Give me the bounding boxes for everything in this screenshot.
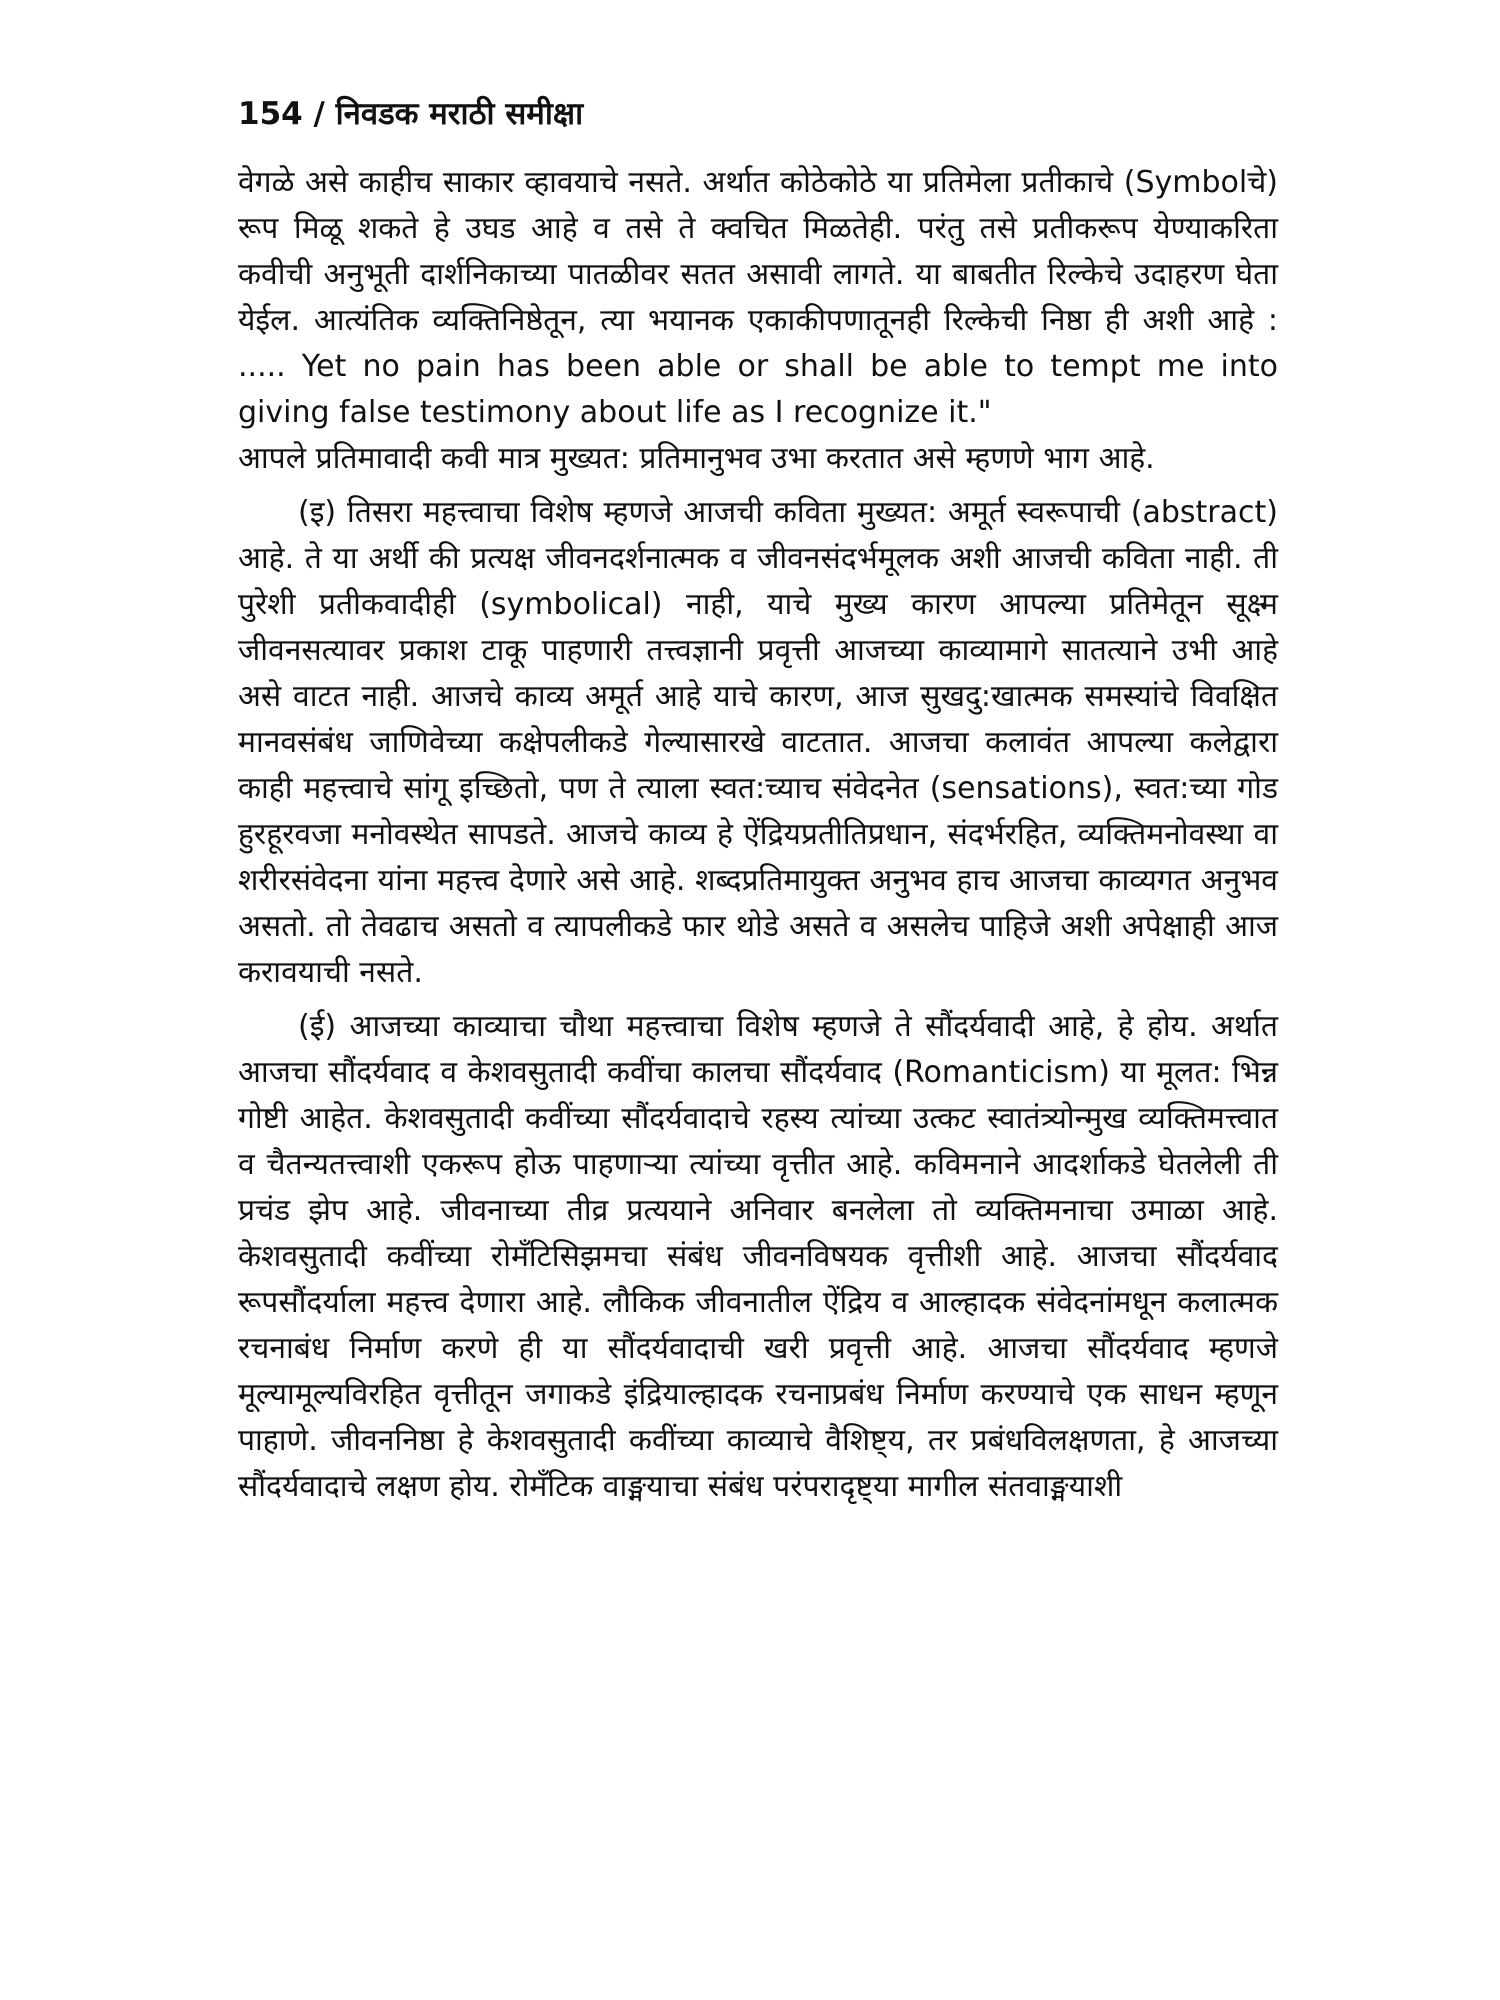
paragraph-aestheticism: (ई) आजच्या काव्याचा चौथा महत्त्वाचा विशेष म्हणजे ते सौंदर्यवादी आहे, हे होय. अर्थात आजचा सौंदर्यवाद व केशवसुतादी कवींचा कालचा सौंदर्यवाद (Romanticism) या मूलत: भिन्न गोष्टी आहेत. केशवसुतादी कवींच्या सौंदर्यवादाचे रहस्य त्यांच्या उत्कट स्वातंत्र्योन्मुख व्यक्तिमत्त्वात व चैतन्यतत्त्वाशी एकरूप होऊ पाहणाऱ्या त्यांच्या वृत्तीत आहे. कविमनाने आदर्शाकडे घेतलेली ती प्रचंड झेप आहे. जीवनाच्या तीव्र प्रत्ययाने अनिवार बनलेला तो व्यक्तिमनाचा उमाळा आहे. केशवसुतादी कवींच्या रोमँटिसिझमचा संबंध जीवनविषयक वृत्तीशी आहे. आजचा सौंदर्यवाद रूपसौंदर्याला महत्त्व देणारा आहे. लौकिक जीवनातील ऐंद्रिय व आल्हादक संवेदनांमधून कलात्मक रचनाबंध निर्माण करणे ही या सौंदर्यवादाची खरी प्रवृत्ती आहे. आजचा सौंदर्यवाद म्हणजे मूल्यामूल्यविरहित वृत्तीतून जगाकडे इंद्रियाल्हादक रचनाप्रबंध निर्माण करण्याचे एक साधन म्हणून पाहाणे. जीवननिष्ठा हे केशवसुतादी कवींच्या काव्याचे वैशिष्ट्य, तर प्रबंधविलक्षणता, हे आजच्या सौंदर्यवादाचे लक्षण होय. रोमँटिक वाङ्मयाचा संबंध परंपरादृष्ट्या मागील संतवाङ्मयाशी [238,1009,1278,1504]
running-head: 154 / निवडक मराठी समीक्षा [238,96,584,132]
paragraph-abstract-poetry: (इ) तिसरा महत्त्वाचा विशेष म्हणजे आजची कविता मुख्यत: अमूर्त स्वरूपाची (abstract) आहे. ते या अर्थी की प्रत्यक्ष जीवनदर्शनात्मक व जीवनसंदर्भमूलक अशी आजची कविता नाही. ती पुरेशी प्रतीकवादीही (symbolical) नाही, याचे मुख्य कारण आपल्या प्रतिमेतून सूक्ष्म जीवनसत्यावर प्रकाश टाकू पाहणारी तत्त्वज्ञानी प्रवृत्ती आजच्या काव्यामागे सातत्याने उभी आहे असे वाटत नाही. आजचे काव्य अमूर्त आहे याचे कारण, आज सुखदु:खात्मक समस्यांचे विवक्षित मानवसंबंध जाणिवेच्या कक्षेपलीकडे गेल्यासारखे वाटतात. आजचा कलावंत आपल्या कलेद्वारा काही महत्त्वाचे सांगू इच्छितो, पण ते त्याला स्वत:च्याच संवेदनेत (sensations), स्वत:च्या गोड हुरहूरवजा मनोवस्थेत सापडते. आजचे काव्य हे ऐंद्रियप्रतीतिप्रधान, संदर्भरहित, व्यक्तिमनोवस्था वा शरीरसंवेदना यांना महत्त्व देणारे असे आहे. शब्दप्रतिमायुक्त अनुभव हाच आजचा काव्यगत अनुभव असतो. तो तेवढाच असतो व त्यापलीकडे फार थोडे असते व असलेच पाहिजे अशी अपेक्षाही आज करावयाची नसते. [238,495,1278,990]
paragraph-rilke-quote: वेगळे असे काहीच साकार व्हावयाचे नसते. अर्थात कोठेकोठे या प्रतिमेला प्रतीकाचे (Symbolचे) रूप मिळू शकते हे उघड आहे व तसे ते क्वचित मिळतेही. परंतु तसे प्रतीकरूप येण्याकरिता कवीची अनुभूती दार्शनिकाच्या पातळीवर सतत असावी लागते. या बाबतीत रिल्केचे उदाहरण घेता येईल. आत्यंतिक व्यक्तिनिष्ठेतून, त्या भयानक एकाकीपणातूनही रिल्केची निष्ठा ही अशी आहे : ..... Yet no pain has been able or shall be able to tempt me into giving false testimony about life as I recognize it." [238,165,1278,430]
paragraph-imagist-poets: आपले प्रतिमावादी कवी मात्र मुख्यत: प्रतिमानुभव उभा करतात असे म्हणणे भाग आहे. [238,441,1155,476]
body-text [238,160,1278,1510]
